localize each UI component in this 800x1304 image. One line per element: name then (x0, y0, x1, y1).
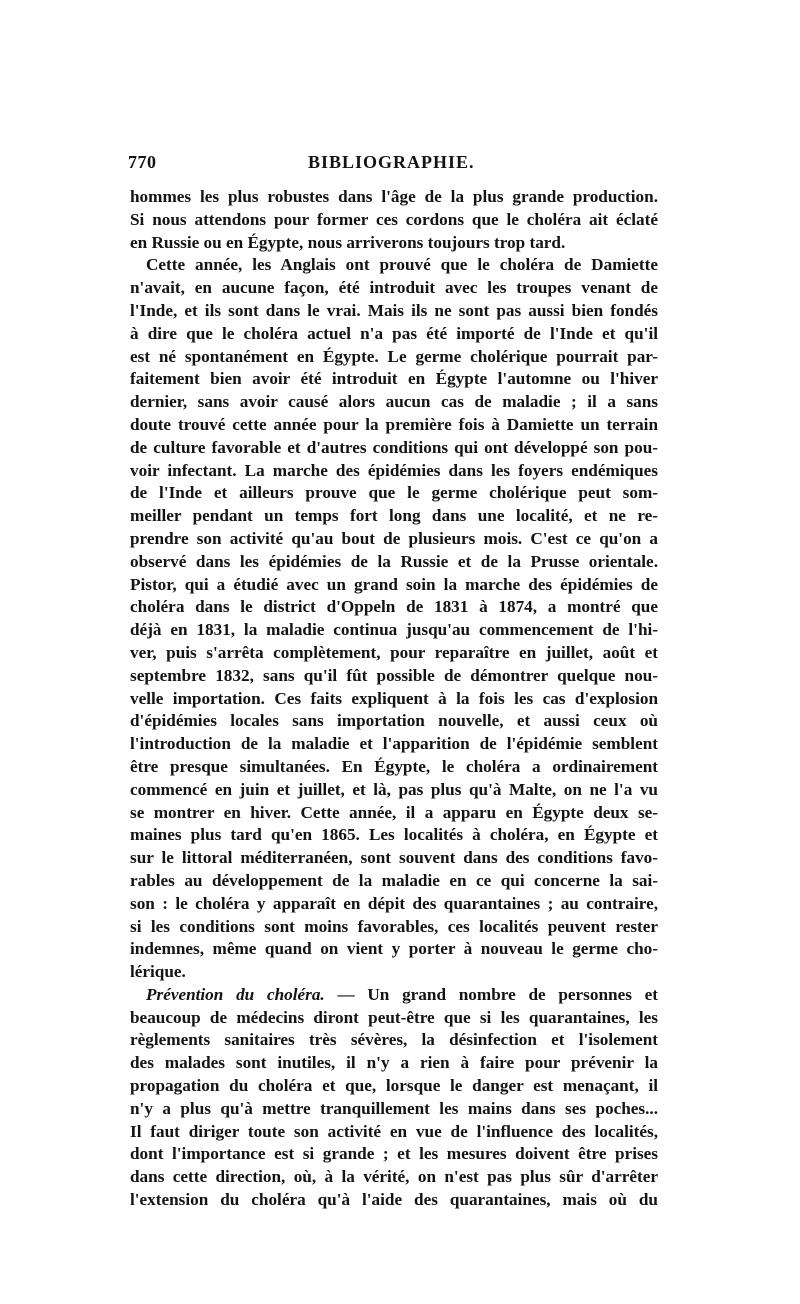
text-line: rables au développement de la maladie en ce qui concerne la sai- (130, 870, 658, 890)
text-line: prendre son activité qu'au bout de plusieurs mois. C'est ce qu'on a (130, 528, 658, 548)
text-line: lérique. (130, 962, 186, 982)
text-line: doute trouvé cette année pour la première fois à Damiette un terrain (130, 414, 658, 434)
text-line: de l'Inde et ailleurs prouve que le germe cholérique peut som- (130, 483, 658, 503)
section-first-line (130, 984, 658, 1007)
running-title: BIBLIOGRAPHIE. (308, 152, 475, 172)
text-line: Si nous attendons pour former ces cordons que le choléra ait éclaté (130, 209, 658, 229)
text-line: des malades sont inutiles, il n'y a rien à faire pour prévenir la (130, 1053, 658, 1073)
text-line: déjà en 1831, la maladie continua jusqu'au commencement de l'hi- (130, 620, 658, 640)
running-head (128, 152, 658, 182)
text-line: en Russie ou en Égypte, nous arriverons toujours trop tard. (130, 232, 566, 252)
text-line: commencé en juin et juillet, et là, pas plus qu'à Malte, on ne l'a vu (130, 779, 658, 799)
text-line: d'épidémies locales sans importation nouvelle, et aussi ceux où (130, 711, 658, 731)
text-line: règlements sanitaires très sévères, la désinfection et l'isolement (130, 1030, 658, 1050)
text-line: velle importation. Ces faits expliquent à la fois les cas d'explosion (130, 688, 658, 708)
text-line: si les conditions sont moins favorables, ces localités peuvent rester (130, 916, 658, 936)
text-line: être presque simultanées. En Égypte, le choléra a ordinairement (130, 756, 658, 776)
text-line: dont l'importance est si grande ; et les mesures doivent être prises (130, 1144, 658, 1164)
text-line: l'extension du choléra qu'à l'aide des quarantaines, mais où du (130, 1190, 658, 1210)
section-first-line-text: — Un grand nombre de personnes et (324, 984, 658, 1004)
text-line: maines plus tard qu'en 1865. Les localités à choléra, en Égypte et (130, 825, 658, 845)
text-line: Cette année, les Anglais ont prouvé que le choléra de Damiette (146, 255, 658, 275)
text-line: l'Inde, et ils sont dans le vrai. Mais ils ne sont pas aussi bien fondés (130, 300, 658, 320)
body-text (130, 186, 658, 1212)
text-line: meiller pendant un temps fort long dans une localité, et ne re- (130, 506, 658, 526)
text-line: de culture favorable et d'autres conditions qui ont développé son pou- (130, 437, 658, 457)
text-line: est né spontanément en Égypte. Le germe cholérique pourrait par- (130, 346, 658, 366)
text-line: à dire que le choléra actuel n'a pas été importé de l'Inde et qu'il (130, 323, 658, 343)
text-line: indemnes, même quand on vient y porter à nouveau le germe cho- (130, 939, 658, 959)
section-heading: Prévention du choléra. (146, 984, 325, 1004)
text-line: hommes les plus robustes dans l'âge de la plus grande production. (130, 187, 658, 206)
text-line: dernier, sans avoir causé alors aucun cas de maladie ; il a sans (130, 392, 658, 412)
text-line: voir infectant. La marche des épidémies dans les foyers endémiques (130, 460, 658, 480)
text-line: observé dans les épidémies de la Russie et de la Prusse orientale. (130, 551, 658, 571)
text-line: l'introduction de la maladie et l'apparition de l'épidémie semblent (130, 734, 658, 754)
text-line: n'avait, en aucune façon, été introduit avec les troupes venant de (130, 278, 658, 298)
text-line: son : le choléra y apparaît en dépit des quarantaines ; au contraire, (130, 893, 658, 913)
text-line: dans cette direction, où, à la vérité, on n'est pas plus sûr d'arrêter (130, 1167, 658, 1187)
text-line: faitement bien avoir été introduit en Égypte l'automne ou l'hiver (130, 369, 658, 389)
text-line: beaucoup de médecins diront peut-être que si les quarantaines, les (130, 1007, 658, 1027)
text-line: n'y a plus qu'à mettre tranquillement les mains dans ses poches... (130, 1098, 658, 1118)
page-number: 770 (128, 152, 157, 172)
text-line: propagation du choléra et que, lorsque le danger est menaçant, il (130, 1076, 658, 1096)
text-line: septembre 1832, sans qu'il fût possible de démontrer quelque nou- (130, 665, 658, 685)
text-line: choléra dans le district d'Oppeln de 1831 à 1874, a montré que (130, 597, 658, 617)
text-line: Il faut diriger toute son activité en vue de l'influence des localités, (130, 1121, 658, 1141)
text-line: se montrer en hiver. Cette année, il a apparu en Égypte deux se- (130, 802, 658, 822)
text-line: Pistor, qui a étudié avec un grand soin la marche des épidémies de (130, 574, 658, 594)
text-line: sur le littoral méditerranéen, sont souvent dans des conditions favo- (130, 848, 658, 868)
text-line: ver, puis s'arrêta complètement, pour reparaître en juillet, août et (130, 642, 658, 662)
